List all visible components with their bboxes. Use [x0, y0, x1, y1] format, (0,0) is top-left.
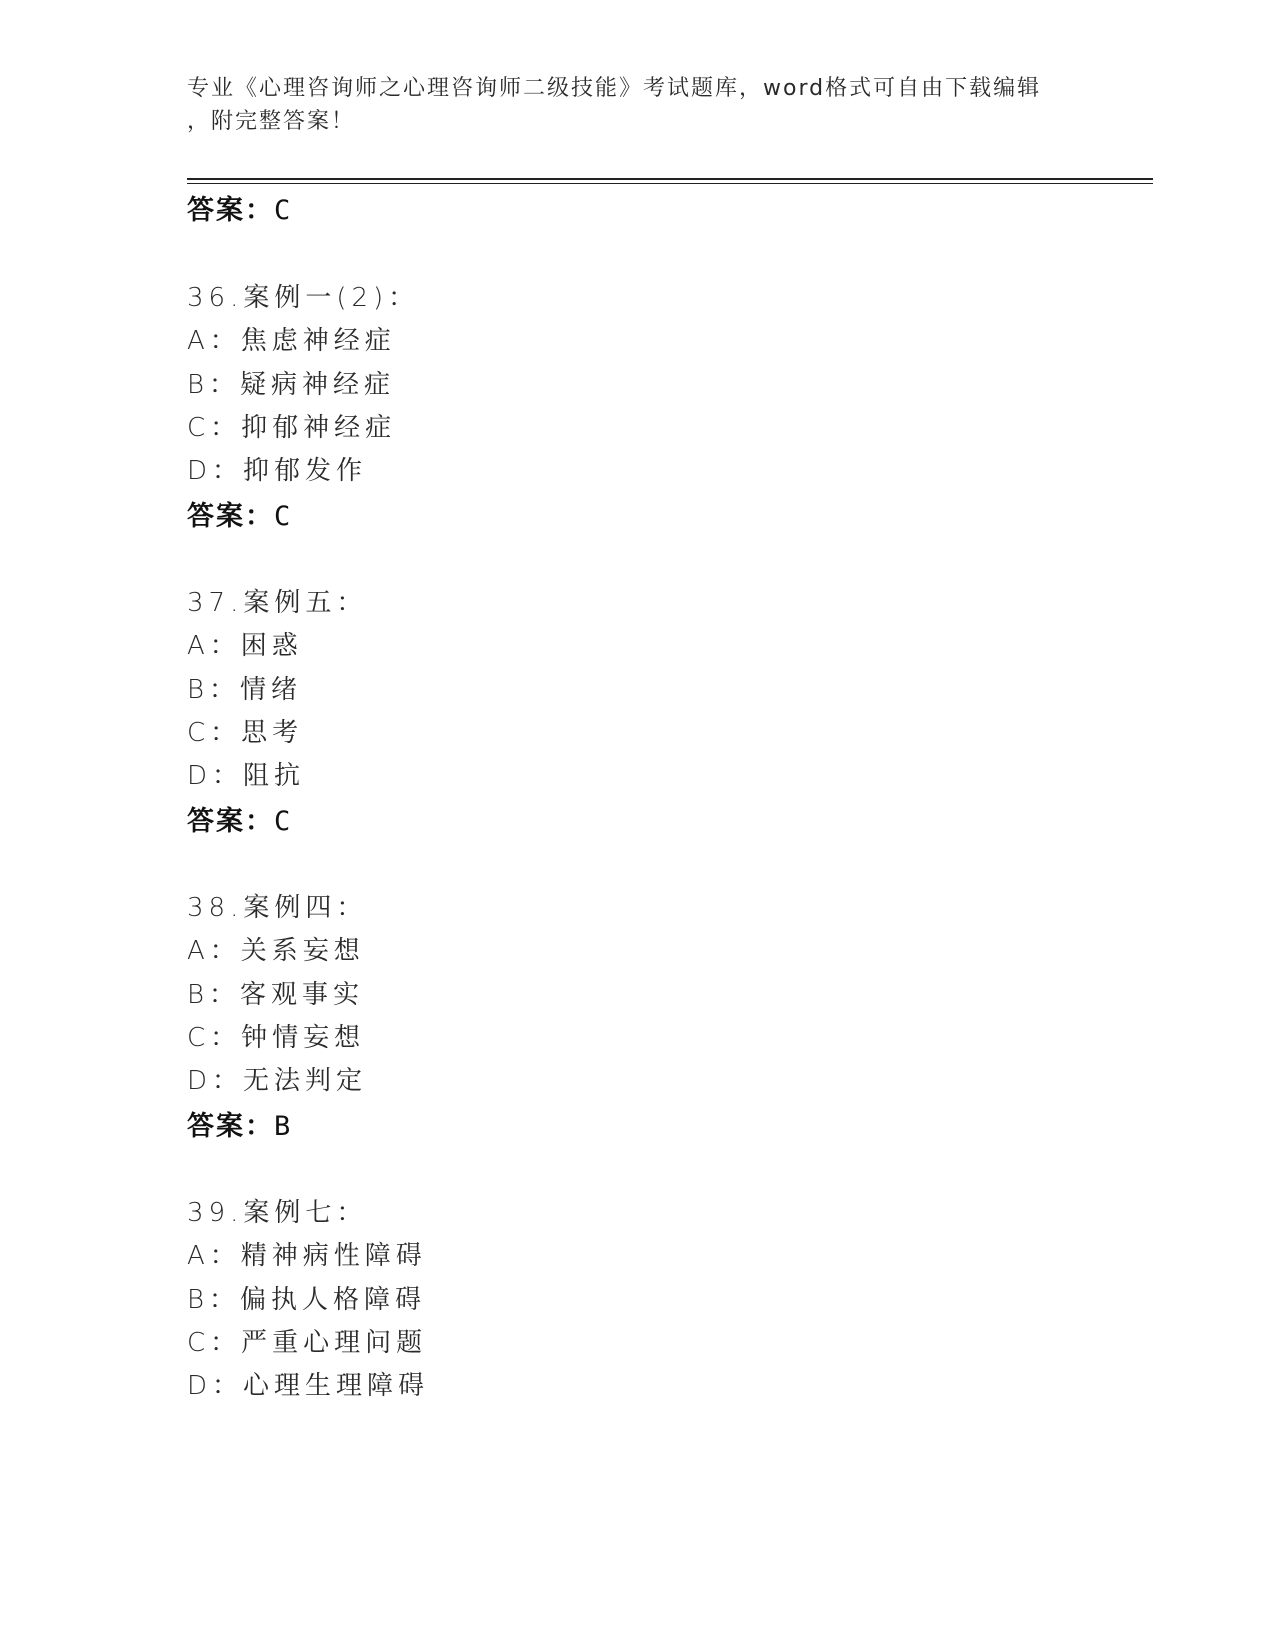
option-a: A：焦虑神经症	[187, 326, 396, 356]
header-line-1: 专业《心理咨询师之心理咨询师二级技能》考试题库，word格式可自由下载编辑	[187, 76, 1042, 101]
option-c: C：思考	[187, 718, 304, 748]
option-b: B：情绪	[187, 675, 303, 705]
option-b: B：客观事实	[187, 980, 365, 1010]
option-c: C：严重心理问题	[187, 1328, 428, 1358]
answer-line: 答案：C	[187, 195, 293, 226]
document-header	[187, 72, 1067, 138]
option-a: A：精神病性障碍	[187, 1241, 427, 1271]
option-b: B：疑病神经症	[187, 370, 396, 400]
option-a: A：困惑	[187, 631, 303, 661]
question-stem: 36.案例一(2)：	[187, 283, 420, 313]
header-divider-thick	[187, 178, 1153, 180]
answer-line: 答案：C	[187, 501, 293, 532]
answer-line: 答案：C	[187, 806, 293, 837]
header-line-2: ，附完整答案！	[187, 109, 356, 134]
option-c: C：钟情妄想	[187, 1023, 366, 1053]
option-d: D：抑郁发作	[187, 456, 368, 486]
option-a: A：关系妄想	[187, 936, 365, 966]
option-d: D：心理生理障碍	[187, 1371, 430, 1401]
option-c: C：抑郁神经症	[187, 413, 397, 443]
question-stem: 39.案例七：	[187, 1198, 368, 1228]
header-divider-thin	[187, 183, 1153, 184]
question-stem: 38.案例四：	[187, 893, 368, 923]
option-b: B：偏执人格障碍	[187, 1285, 427, 1315]
question-stem: 37.案例五：	[187, 588, 368, 618]
option-d: D：无法判定	[187, 1066, 368, 1096]
option-d: D：阻抗	[187, 761, 306, 791]
answer-line: 答案：B	[187, 1111, 293, 1142]
